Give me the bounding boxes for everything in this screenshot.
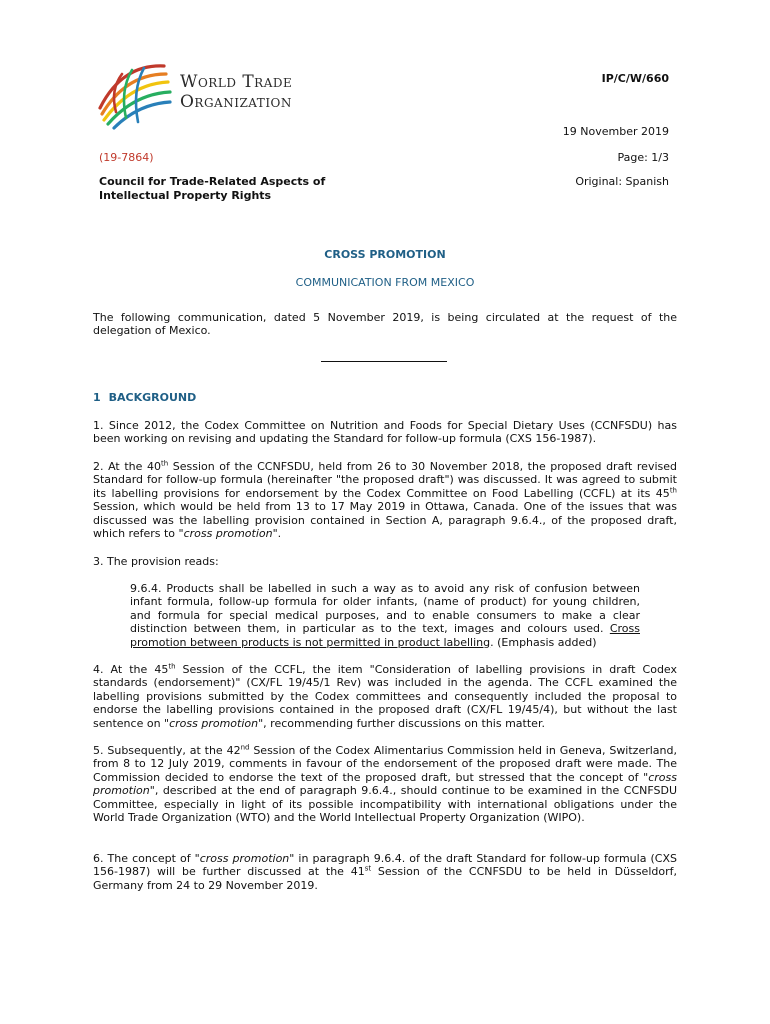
paragraph-3: 3. The provision reads: <box>93 555 219 568</box>
section-title: BACKGROUND <box>108 391 197 404</box>
section-heading <box>93 391 204 404</box>
paragraph-1: 1. Since 2012, the Codex Committee on Nutrition and Foods for Special Dietary Uses (CCNFSDU) has been working on revising and updating the Standard for follow-up formula (CXS 156-1987). <box>93 419 677 446</box>
council-name <box>99 175 399 203</box>
wto-logo <box>92 60 352 130</box>
document-symbol: IP/C/W/660 <box>601 72 669 85</box>
paragraph-2: 2. At the 40th Session of the CCNFSDU, held from 26 to 30 November 2018, the proposed draft revised Standard for follow-up formula (hereinafter "the proposed draft") was discussed. It was agreed to submit its labelling provisions for endorsement by the Codex Committee on Food Labelling (CCFL) at its 45th Session, which would be held from 13 to 17 May 2019 in Ottawa, Canada. One of the issues that was discussed was the labelling provision contained in Section A, paragraph 9.6.4., of the proposed draft, which refers to "cross promotion". <box>93 459 677 541</box>
logo-line-1: World Trade <box>180 72 293 92</box>
quoted-provision: 9.6.4. Products shall be labelled in such a way as to avoid any risk of confusion between infant formula, follow-up formula for older infants, (name of product) for young children, and formula for special medical purposes, and to enable consumers to make a clear distinction between them, in particular as to the text, images and colours used. Cross promotion between products is not permitted in product labelling. (Emphasis added) <box>130 582 640 649</box>
separator-line <box>321 361 447 362</box>
logo-wordmark <box>180 72 292 112</box>
paragraph-4: 4. At the 45th Session of the CCFL, the item "Consideration of labelling provisions in draft Codex standards (endorsement)" (CX/FL 19/45/1 Rev) was included in the agenda. The CCFL examined the labelling provisions submitted by the Codex committees and consequently included the proposal to endorse the labelling provisions contained in the proposed draft (CX/FL 19/45/4), but without the last sentence on "cross promotion", recommending further discussions on this matter. <box>93 662 678 730</box>
wto-logo-icon <box>92 60 172 130</box>
paragraph-5: 5. Subsequently, at the 42nd Session of the Codex Alimentarius Commission held in Geneva, Switzerland, from 8 to 12 July 2019, comments in favour of the endorsement of the proposed draft were made. The Commission decided to endorse the text of the proposed draft, but stressed that the concept of "cross promotion", described at the end of paragraph 9.6.4., should continue to be examined in the CCNFSDU Committee, especially in light of its possible incompatibility with international obligations under the World Trade Organization (WTO) and the World Intellectual Property Organization (WIPO). <box>93 743 677 825</box>
logo-line-2: Organization <box>180 92 292 112</box>
council-line-2: Intellectual Property Rights <box>99 189 272 202</box>
intro-paragraph: The following communication, dated 5 November 2019, is being circulated at the request of the delegation of Mexico. <box>93 311 677 338</box>
section-number: 1 <box>93 391 101 404</box>
document-number: (19-7864) <box>99 151 154 164</box>
document-date: 19 November 2019 <box>562 125 669 138</box>
page-number: Page: 1/3 <box>617 151 669 164</box>
original-language: Original: Spanish <box>575 175 669 188</box>
document-subtitle: COMMUNICATION FROM MEXICO <box>295 276 475 289</box>
council-line-1: Council for Trade-Related Aspects of <box>99 175 326 188</box>
paragraph-6: 6. The concept of "cross promotion" in paragraph 9.6.4. of the draft Standard for follow-up formula (CXS 156-1987) will be further discussed at the 41st Session of the CCNFSDU to be held in Düsseldorf, Germany from 24 to 29 November 2019. <box>93 852 677 892</box>
underlined-emphasis: Cross promotion between products is not permitted in product labelling <box>130 622 640 649</box>
document-title: CROSS PROMOTION <box>324 248 446 261</box>
